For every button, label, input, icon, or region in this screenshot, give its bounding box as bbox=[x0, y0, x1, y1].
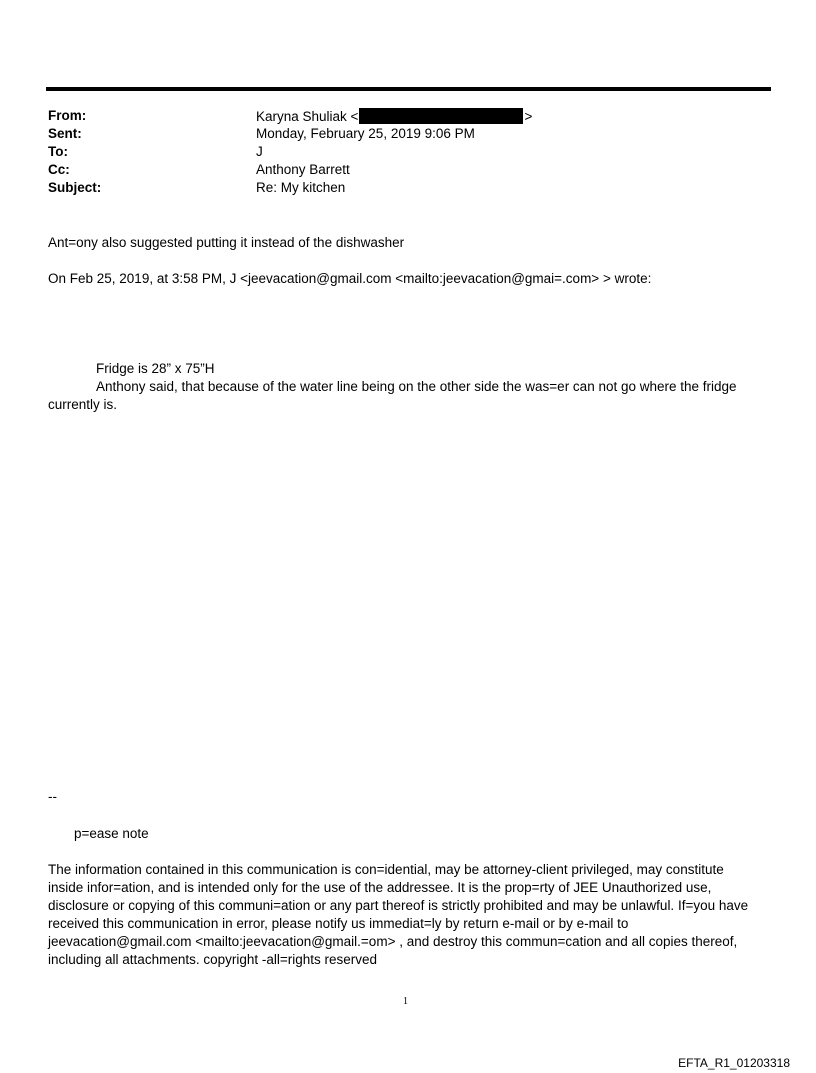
fridge-line: Fridge is 28” x 75”H bbox=[96, 361, 215, 376]
signature-dash: -- bbox=[48, 789, 57, 804]
body-line-1: Ant=ony also suggested putting it instead of the dishwasher bbox=[48, 235, 405, 250]
subject-value: Re: My kitchen bbox=[256, 180, 346, 195]
to-value: J bbox=[256, 144, 263, 159]
anthony-line-2: currently is. bbox=[48, 397, 118, 412]
to-label: To: bbox=[48, 144, 68, 159]
disclaimer-line: inside infor=ation, and is intended only for the use of the addressee. It is the prop=rty of JEE Unauthorized use, bbox=[48, 880, 712, 895]
anthony-line-1: Anthony said, that because of the water line being on the other side the was=er can not go where the fridge bbox=[96, 379, 737, 394]
disclaimer-line: jeevacation@gmail.com <mailto:jeevacation@gmail.=om> , and destroy this commun=cation and all copies thereof, bbox=[48, 934, 738, 949]
disclaimer-line: received this communication in error, please notify us immediat=ly by return e-mail or by e-mail to bbox=[48, 916, 629, 931]
disclaimer-line: including all attachments. copyright -all=rights reserved bbox=[48, 952, 378, 967]
page-number: 1 bbox=[403, 996, 408, 1007]
from-value: Karyna Shuliak < > bbox=[256, 109, 533, 124]
header-rule bbox=[46, 87, 771, 91]
cc-value: Anthony Barrett bbox=[256, 162, 350, 177]
sent-value: Monday, February 25, 2019 9:06 PM bbox=[256, 126, 475, 141]
cc-label: Cc: bbox=[48, 162, 70, 177]
bates-number: EFTA_R1_01203318 bbox=[678, 1056, 790, 1070]
sent-label: Sent: bbox=[48, 126, 82, 141]
disclaimer-line: disclosure or copying of this communi=ation or any part thereof is strictly prohibited and may be unlawful. If=you have bbox=[48, 898, 749, 913]
quoted-header: On Feb 25, 2019, at 3:58 PM, J <jeevacation@gmail.com <mailto:jeevacation@gmai=.com> > wrote: bbox=[48, 271, 652, 286]
subject-label: Subject: bbox=[48, 180, 102, 195]
please-note: p=ease note bbox=[74, 826, 149, 841]
disclaimer-line: The information contained in this communication is con=idential, may be attorney-client privileged, may constitute bbox=[48, 862, 724, 877]
redaction-block bbox=[359, 108, 523, 124]
from-label: From: bbox=[48, 108, 87, 123]
